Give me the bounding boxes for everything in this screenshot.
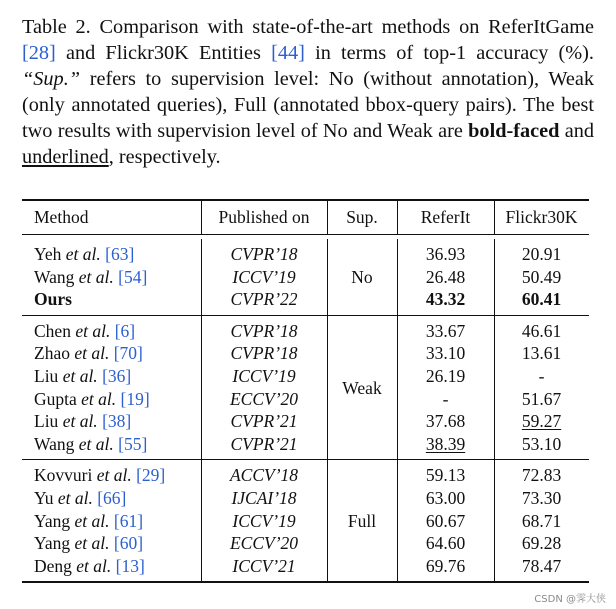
referit-cell xyxy=(397,487,494,509)
flickr-cell xyxy=(494,464,589,486)
published-cell: CVPR’18 xyxy=(230,244,298,264)
flickr-value: 46.61 xyxy=(521,320,562,341)
et-al: et al. xyxy=(78,433,114,454)
referit-value: 26.19 xyxy=(425,366,466,386)
citation-link[interactable]: [60] xyxy=(113,533,144,554)
column-separator xyxy=(201,199,202,234)
column-separator xyxy=(201,460,202,581)
referit-value: 59.13 xyxy=(425,465,466,486)
method-cell xyxy=(34,487,126,509)
table-row xyxy=(22,510,589,533)
column-separator xyxy=(327,199,328,234)
flickr-cell xyxy=(494,532,589,554)
published-cell: ECCV’20 xyxy=(229,388,299,409)
table-row xyxy=(22,410,589,433)
table-row xyxy=(22,464,589,487)
flickr-value: 68.71 xyxy=(521,510,562,531)
referit-cell xyxy=(397,433,494,455)
sup-cell: Full xyxy=(347,510,377,531)
method-cell xyxy=(34,510,143,532)
flickr-cell xyxy=(494,320,589,342)
table-bottom-rule xyxy=(22,581,589,583)
method-name: Yu xyxy=(34,488,54,508)
column-separator xyxy=(397,316,398,460)
method-name: Liu xyxy=(34,411,59,432)
table-caption xyxy=(22,14,594,170)
referit-cell xyxy=(397,388,494,410)
citation-link[interactable]: [54] xyxy=(118,266,148,287)
et-al: et al. xyxy=(74,510,110,531)
table-row xyxy=(22,555,589,578)
flickr-value: 72.83 xyxy=(521,465,562,486)
table-row xyxy=(22,487,589,510)
referit-cell xyxy=(397,510,494,532)
flickr-value: 13.61 xyxy=(521,343,562,364)
citation-link[interactable]: [70] xyxy=(113,343,143,364)
published-cell: CVPR’18 xyxy=(230,343,298,364)
column-separator xyxy=(327,239,328,315)
column-separator xyxy=(494,199,495,234)
header-rule xyxy=(22,234,589,235)
method-name: Ours xyxy=(34,289,72,310)
table-row xyxy=(22,532,589,555)
published-cell: ICCV’19 xyxy=(232,366,296,386)
et-al: et al. xyxy=(76,555,112,576)
et-al: et al. xyxy=(78,266,114,287)
method-name: Yeh xyxy=(34,244,62,264)
referit-cell xyxy=(397,288,494,310)
flickr-cell xyxy=(494,487,589,509)
flickr-cell xyxy=(494,342,589,364)
column-separator xyxy=(494,239,495,315)
method-cell xyxy=(34,555,145,577)
flickr-value: 50.49 xyxy=(521,266,562,287)
method-cell xyxy=(34,433,147,455)
referit-cell xyxy=(397,243,494,265)
flickr-cell xyxy=(494,388,589,410)
column-separator xyxy=(397,239,398,315)
column-separator xyxy=(327,316,328,460)
column-separator xyxy=(201,239,202,315)
published-cell: ICCV’21 xyxy=(232,555,296,576)
column-separator xyxy=(397,199,398,234)
results-table xyxy=(22,199,589,594)
table-top-rule xyxy=(22,199,589,201)
sup-cell: No xyxy=(351,266,373,287)
referit-value: 69.76 xyxy=(425,555,466,576)
method-cell xyxy=(34,410,131,432)
method-name: Deng xyxy=(34,555,72,576)
referit-value: 37.68 xyxy=(425,411,466,432)
method-cell xyxy=(34,464,165,486)
column-separator xyxy=(494,316,495,460)
column-separator xyxy=(201,316,202,460)
flickr-value: 73.30 xyxy=(521,488,562,508)
et-al: et al. xyxy=(74,343,110,364)
flickr-cell xyxy=(494,243,589,265)
method-cell xyxy=(34,320,135,342)
caption-text-b: and Flickr30K Entities xyxy=(65,42,261,64)
referit-cell xyxy=(397,365,494,387)
published-cell: ACCV’18 xyxy=(229,465,299,486)
flickr-cell xyxy=(494,555,589,577)
caption-text-d: refers to supervision level: No (without annotation), Weak (only annotated queries), Full (annotated bbox-query pairs). The best two results with supervision level of No and Weak are xyxy=(22,68,594,142)
referit-cell xyxy=(397,342,494,364)
published-cell: CVPR’21 xyxy=(230,433,298,454)
published-cell: ICCV’19 xyxy=(232,510,296,531)
table-row xyxy=(22,288,589,311)
referit-cell xyxy=(397,532,494,554)
citation-link-28[interactable]: [28] xyxy=(22,42,56,64)
header-cell: Method xyxy=(34,207,89,227)
caption-sup-term: “Sup.” xyxy=(22,68,81,90)
referit-cell xyxy=(397,320,494,342)
table-row xyxy=(22,243,589,266)
et-al: et al. xyxy=(57,488,93,508)
method-cell xyxy=(34,243,134,265)
method-cell xyxy=(34,288,72,310)
et-al: et al. xyxy=(62,411,98,432)
flickr-cell xyxy=(494,510,589,532)
group-separator-rule xyxy=(22,315,589,316)
method-name: Yang xyxy=(34,533,71,554)
referit-value: 38.39 xyxy=(425,433,466,454)
method-name: Wang xyxy=(34,266,75,287)
published-cell: IJCAI’18 xyxy=(231,488,297,508)
sup-cell: Weak xyxy=(342,377,382,398)
published-cell: CVPR’22 xyxy=(230,289,298,310)
table-row xyxy=(22,342,589,365)
citation-link[interactable]: [38] xyxy=(102,411,132,432)
caption-text-a: Comparison with state-of-the-art methods on ReferItGame xyxy=(99,16,594,38)
citation-link[interactable]: [6] xyxy=(114,320,136,341)
flickr-value: - xyxy=(538,366,545,386)
method-name: Yang xyxy=(34,510,71,531)
flickr-cell xyxy=(494,433,589,455)
et-al: et al. xyxy=(81,388,117,409)
citation-link[interactable]: [13] xyxy=(115,555,145,576)
referit-cell xyxy=(397,464,494,486)
referit-cell xyxy=(397,266,494,288)
table-row xyxy=(22,320,589,343)
et-al: et al. xyxy=(74,533,110,554)
flickr-value: 20.91 xyxy=(521,244,562,264)
referit-value: 36.93 xyxy=(425,244,466,264)
referit-value: 33.67 xyxy=(425,320,466,341)
method-name: Liu xyxy=(34,366,59,386)
et-al: et al. xyxy=(65,244,101,264)
column-separator xyxy=(327,460,328,581)
referit-value: 63.00 xyxy=(425,488,466,508)
flickr-value: 51.67 xyxy=(521,388,562,409)
citation-link[interactable]: [61] xyxy=(113,510,144,531)
header-cell: ReferIt xyxy=(420,207,471,227)
referit-cell xyxy=(397,555,494,577)
citation-link[interactable]: [29] xyxy=(136,465,166,486)
caption-underline-word: underlined xyxy=(22,146,109,168)
flickr-value: 69.28 xyxy=(521,533,562,554)
header-cell: Published on xyxy=(218,207,310,227)
flickr-value: 60.41 xyxy=(521,289,562,310)
referit-value: 64.60 xyxy=(425,533,466,554)
citation-link[interactable]: [63] xyxy=(105,244,135,264)
caption-label: Table 2. xyxy=(22,16,91,38)
citation-link[interactable]: [36] xyxy=(102,366,132,386)
header-cell: Sup. xyxy=(346,207,378,227)
method-name: Wang xyxy=(34,433,75,454)
table-row xyxy=(22,388,589,411)
method-name: Gupta xyxy=(34,388,77,409)
caption-text-c: in terms of top-1 accuracy (%). xyxy=(315,42,594,64)
table-row xyxy=(22,365,589,388)
flickr-cell xyxy=(494,410,589,432)
method-name: Chen xyxy=(34,320,71,341)
table-row xyxy=(22,433,589,456)
caption-and-word: and xyxy=(564,120,594,142)
caption-bold-word: bold-faced xyxy=(468,120,560,142)
citation-link[interactable]: [66] xyxy=(97,488,127,508)
method-cell xyxy=(34,342,143,364)
flickr-cell xyxy=(494,288,589,310)
method-name: Zhao xyxy=(34,343,70,364)
referit-cell xyxy=(397,410,494,432)
group-separator-rule xyxy=(22,459,589,460)
flickr-value: 59.27 xyxy=(521,411,562,432)
method-cell xyxy=(34,532,143,554)
et-al: et al. xyxy=(75,320,111,341)
column-separator xyxy=(494,460,495,581)
flickr-cell xyxy=(494,266,589,288)
referit-value: - xyxy=(442,388,449,409)
watermark: CSDN @霁大侠 xyxy=(534,594,606,605)
et-al: et al. xyxy=(62,366,98,386)
referit-value: 33.10 xyxy=(425,343,466,364)
published-cell: ECCV’20 xyxy=(229,533,299,554)
referit-value: 60.67 xyxy=(425,510,466,531)
citation-link-44[interactable]: [44] xyxy=(271,42,305,64)
published-cell: CVPR’21 xyxy=(230,411,298,432)
header-cell: Flickr30K xyxy=(505,207,578,227)
method-cell xyxy=(34,266,147,288)
flickr-value: 78.47 xyxy=(521,555,562,576)
referit-value: 43.32 xyxy=(425,289,466,310)
table-row xyxy=(22,266,589,289)
referit-value: 26.48 xyxy=(425,266,466,287)
method-cell xyxy=(34,365,131,387)
flickr-value: 53.10 xyxy=(521,433,562,454)
citation-link[interactable]: [19] xyxy=(120,388,150,409)
published-cell: CVPR’18 xyxy=(230,320,298,341)
published-cell: ICCV’19 xyxy=(232,266,296,287)
citation-link[interactable]: [55] xyxy=(118,433,148,454)
method-cell xyxy=(34,388,150,410)
column-separator xyxy=(397,460,398,581)
et-al: et al. xyxy=(96,465,132,486)
method-name: Kovvuri xyxy=(34,465,93,486)
caption-text-e: , respectively. xyxy=(108,146,221,168)
flickr-cell xyxy=(494,365,589,387)
